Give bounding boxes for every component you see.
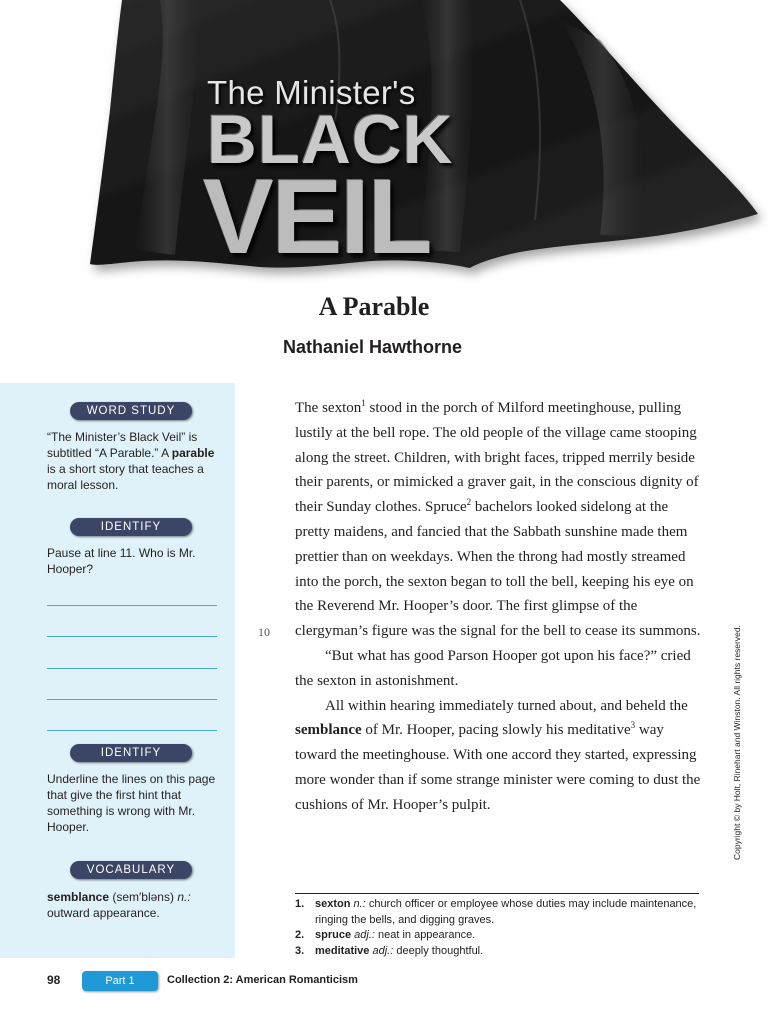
footnote: 3. meditative adj.: deeply thoughtful. xyxy=(295,944,484,957)
story-subtitle: A Parable xyxy=(318,292,430,321)
paragraph: All within hearing immediately turned about, and beheld the semblance of Mr. Hooper, pacing slowly his meditative$^3$ way toward the meetinghouse. With one accord they started, expressing more wonder than if some strange minister were coming to dust the cushions of Mr. Hooper’s pulpit. xyxy=(295,697,701,813)
part-badge: Part 1 xyxy=(82,971,158,991)
story-text xyxy=(295,396,705,818)
line-number: 10 xyxy=(258,625,270,639)
sidebar xyxy=(0,383,235,958)
footnote-ref: 2 xyxy=(466,497,472,508)
word-study-badge: WORD STUDY xyxy=(70,402,192,420)
paragraph: “But what has good Parson Hooper got upon his face?” cried the sexton in astonishment. xyxy=(295,647,691,689)
author-name: Nathaniel Hawthorne xyxy=(282,337,463,357)
identify-badge: IDENTIFY xyxy=(70,518,192,536)
identify-badge: IDENTIFY xyxy=(70,744,192,762)
answer-line xyxy=(47,668,217,669)
word-study-text: “The Minister’s Black Veil” is subtitled “A Parable.” A parable is a short story that teaches a moral lesson. xyxy=(47,430,215,492)
vocabulary-entry: semblance (sem′bləns) n.: outward appearance. xyxy=(47,890,191,920)
identify-question-2: Underline the lines on this page that give the first hint that something is wrong with Mr. Hooper. xyxy=(47,772,216,834)
answer-line xyxy=(47,636,217,637)
collection-title: Collection 2: American Romanticism xyxy=(167,974,358,986)
footnote-divider xyxy=(295,893,699,894)
answer-line xyxy=(47,730,217,731)
footnote-ref: 1 xyxy=(361,398,366,408)
answer-line xyxy=(47,699,217,700)
footnote-ref: 3 xyxy=(630,720,636,731)
answer-line xyxy=(47,605,217,606)
word-study-term: parable xyxy=(171,446,215,460)
title-line-1: The Minister's xyxy=(207,74,416,111)
vocabulary-badge: VOCABULARY xyxy=(70,861,192,879)
page-number: 98 xyxy=(47,973,61,987)
title-line-2: BLACK xyxy=(207,101,454,178)
copyright-notice: Copyright © by Holt, Rinehart and Winston. All rights reserved. xyxy=(732,625,742,860)
title-line-3: VEIL xyxy=(203,158,431,276)
footnote: 2. spruce adj.: neat in appearance. xyxy=(295,929,476,941)
identify-question-1: Pause at line 11. Who is Mr. Hooper? xyxy=(47,546,196,576)
footnotes xyxy=(295,897,705,959)
paragraph: The sexton$^1$ stood in the porch of Milford meetinghouse, pulling lustily at the bell rope. The old people of the village came stooping along the street. Children, with bright faces, tripped merrily beside their parents, or mimicked a graver gait, in the conscious dignity of their Sunday clothes. Spruce$^2$ bachelors looked sidelong at the pretty maidens, and fancied that the Sabbath sunshine made them prettier than on weekdays. When the throng had mostly streamed into the porch, the sexton began to toll the bell, keeping his eye on the Reverend Mr. Hooper’s door. The first glimpse of the clergyman’s figure was the signal for the bell to cease its summons. xyxy=(295,398,701,640)
vocab-term: semblance xyxy=(295,722,362,739)
footnote: 1. sexton n.: church officer or employee whose duties may include maintenance, ringing the bells, and digging graves. xyxy=(295,898,697,926)
